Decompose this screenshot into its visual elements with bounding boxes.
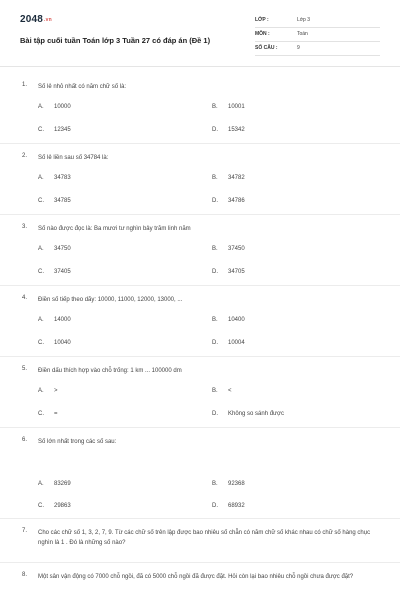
option-text: 14000: [54, 317, 71, 323]
option-text: 10001: [228, 104, 245, 110]
option-a[interactable]: [38, 317, 71, 323]
option-text: 37405: [54, 269, 71, 275]
option-letter: C.: [38, 411, 44, 417]
question-number: 5.: [22, 366, 28, 372]
option-c[interactable]: [38, 198, 71, 204]
option-c[interactable]: [38, 503, 71, 509]
option-letter: D.: [212, 411, 218, 417]
option-letter: D.: [212, 503, 218, 509]
option-text: 12345: [54, 127, 71, 133]
question-divider: [0, 214, 400, 215]
question-number: 6.: [22, 437, 28, 443]
option-c[interactable]: [38, 340, 71, 346]
option-letter: A.: [38, 481, 44, 487]
option-letter: D.: [212, 198, 218, 204]
question-text: Điền dấu thích hợp vào chỗ trống: 1 km ... 100000 dm: [38, 368, 182, 374]
option-text: >: [54, 388, 58, 394]
option-text: 34785: [54, 198, 71, 204]
option-text: 10000: [54, 104, 71, 110]
option-letter: B.: [212, 317, 218, 323]
option-letter: D.: [212, 269, 218, 275]
meta-label: MÔN :: [255, 31, 270, 37]
option-a[interactable]: [38, 388, 58, 394]
option-letter: B.: [212, 104, 218, 110]
question-number: 2.: [22, 153, 28, 159]
option-text: 10400: [228, 317, 245, 323]
meta-label: LỚP :: [255, 17, 269, 23]
site-logo[interactable]: [20, 14, 52, 25]
meta-row-subject: [255, 28, 380, 42]
option-text: 34705: [228, 269, 245, 275]
option-letter: A.: [38, 388, 44, 394]
option-text: 15342: [228, 127, 245, 133]
meta-row-count: [255, 42, 380, 56]
option-b[interactable]: [212, 388, 232, 394]
question-divider: [0, 562, 400, 563]
option-text: 92368: [228, 481, 245, 487]
question-text: Một sân vận động có 7000 chỗ ngồi, đã có 5000 chỗ ngồi đã được đặt. Hỏi còn lại bao nhiêu chỗ ngồi chưa được đặt?: [38, 574, 354, 580]
question-divider: [0, 285, 400, 286]
option-text: 10004: [228, 340, 245, 346]
option-b[interactable]: [212, 481, 245, 487]
question-text: Điền số tiếp theo dãy: 10000, 11000, 12000, 13000, ...: [38, 297, 183, 303]
option-letter: C.: [38, 127, 44, 133]
option-letter: C.: [38, 269, 44, 275]
option-d[interactable]: [212, 269, 245, 275]
header: [20, 14, 380, 64]
option-text: <: [228, 388, 232, 394]
option-letter: D.: [212, 127, 218, 133]
option-c[interactable]: [38, 127, 71, 133]
option-c[interactable]: [38, 269, 71, 275]
option-b[interactable]: [212, 317, 245, 323]
option-text: 34782: [228, 175, 245, 181]
question-number: 3.: [22, 224, 28, 230]
question-text: Số nào được đọc là: Ba mươi tư nghìn bảy trăm linh năm: [38, 226, 191, 232]
option-text: 37450: [228, 246, 245, 252]
option-letter: C.: [38, 198, 44, 204]
option-letter: A.: [38, 175, 44, 181]
option-a[interactable]: [38, 246, 71, 252]
option-letter: C.: [38, 503, 44, 509]
option-text: 68932: [228, 503, 245, 509]
option-text: 34786: [228, 198, 245, 204]
option-b[interactable]: [212, 246, 245, 252]
question-divider: [0, 356, 400, 357]
meta-label: SỐ CÂU :: [255, 45, 278, 51]
option-text: =: [54, 411, 58, 417]
option-c[interactable]: [38, 411, 58, 417]
question-number: 7.: [22, 528, 28, 534]
question-divider: [0, 143, 400, 144]
option-d[interactable]: [212, 127, 245, 133]
question-number: 1.: [22, 82, 28, 88]
meta-row-class: [255, 14, 380, 28]
option-b[interactable]: [212, 104, 245, 110]
meta-value: 9: [297, 45, 300, 51]
logo-text: 2048: [20, 14, 44, 25]
option-d[interactable]: [212, 198, 245, 204]
option-letter: D.: [212, 340, 218, 346]
option-text: Không so sánh được: [228, 411, 284, 417]
option-text: 10040: [54, 340, 71, 346]
question-number: 8.: [22, 572, 28, 578]
option-d[interactable]: [212, 340, 245, 346]
page-title: Bài tập cuối tuần Toán lớp 3 Tuần 27 có đáp án (Đề 1): [20, 36, 211, 45]
option-d[interactable]: [212, 411, 284, 417]
option-text: 83269: [54, 481, 71, 487]
question-divider: [0, 427, 400, 428]
logo-suffix: .vn: [44, 17, 52, 23]
option-d[interactable]: [212, 503, 245, 509]
question-text: Số lẻ nhỏ nhất có năm chữ số là:: [38, 84, 127, 90]
option-text: 34750: [54, 246, 71, 252]
meta-value: Toán: [297, 31, 308, 37]
header-divider: [0, 66, 400, 67]
question-divider: [0, 518, 400, 519]
option-letter: B.: [212, 246, 218, 252]
question-number: 4.: [22, 295, 28, 301]
option-a[interactable]: [38, 175, 71, 181]
option-letter: B.: [212, 481, 218, 487]
meta-value: Lớp 3: [297, 17, 311, 23]
option-text: 29863: [54, 503, 71, 509]
question-text: Cho các chữ số 1, 3, 2, 7, 9. Từ các chữ số trên lập được bao nhiêu số chẵn có năm chữ số khác nhau có chữ số hàng chục nghìn là 1 . Đó là những số nào?: [38, 530, 371, 546]
question-text: Số lớn nhất trong các số sau:: [38, 439, 117, 445]
option-letter: A.: [38, 104, 44, 110]
option-a[interactable]: [38, 104, 71, 110]
option-letter: C.: [38, 340, 44, 346]
option-letter: A.: [38, 317, 44, 323]
option-letter: B.: [212, 175, 218, 181]
option-letter: A.: [38, 246, 44, 252]
option-b[interactable]: [212, 175, 245, 181]
option-letter: B.: [212, 388, 218, 394]
option-a[interactable]: [38, 481, 71, 487]
question-text: Số lẻ liền sau số 34784 là:: [38, 155, 109, 161]
option-text: 34783: [54, 175, 71, 181]
meta-info: [255, 14, 380, 56]
